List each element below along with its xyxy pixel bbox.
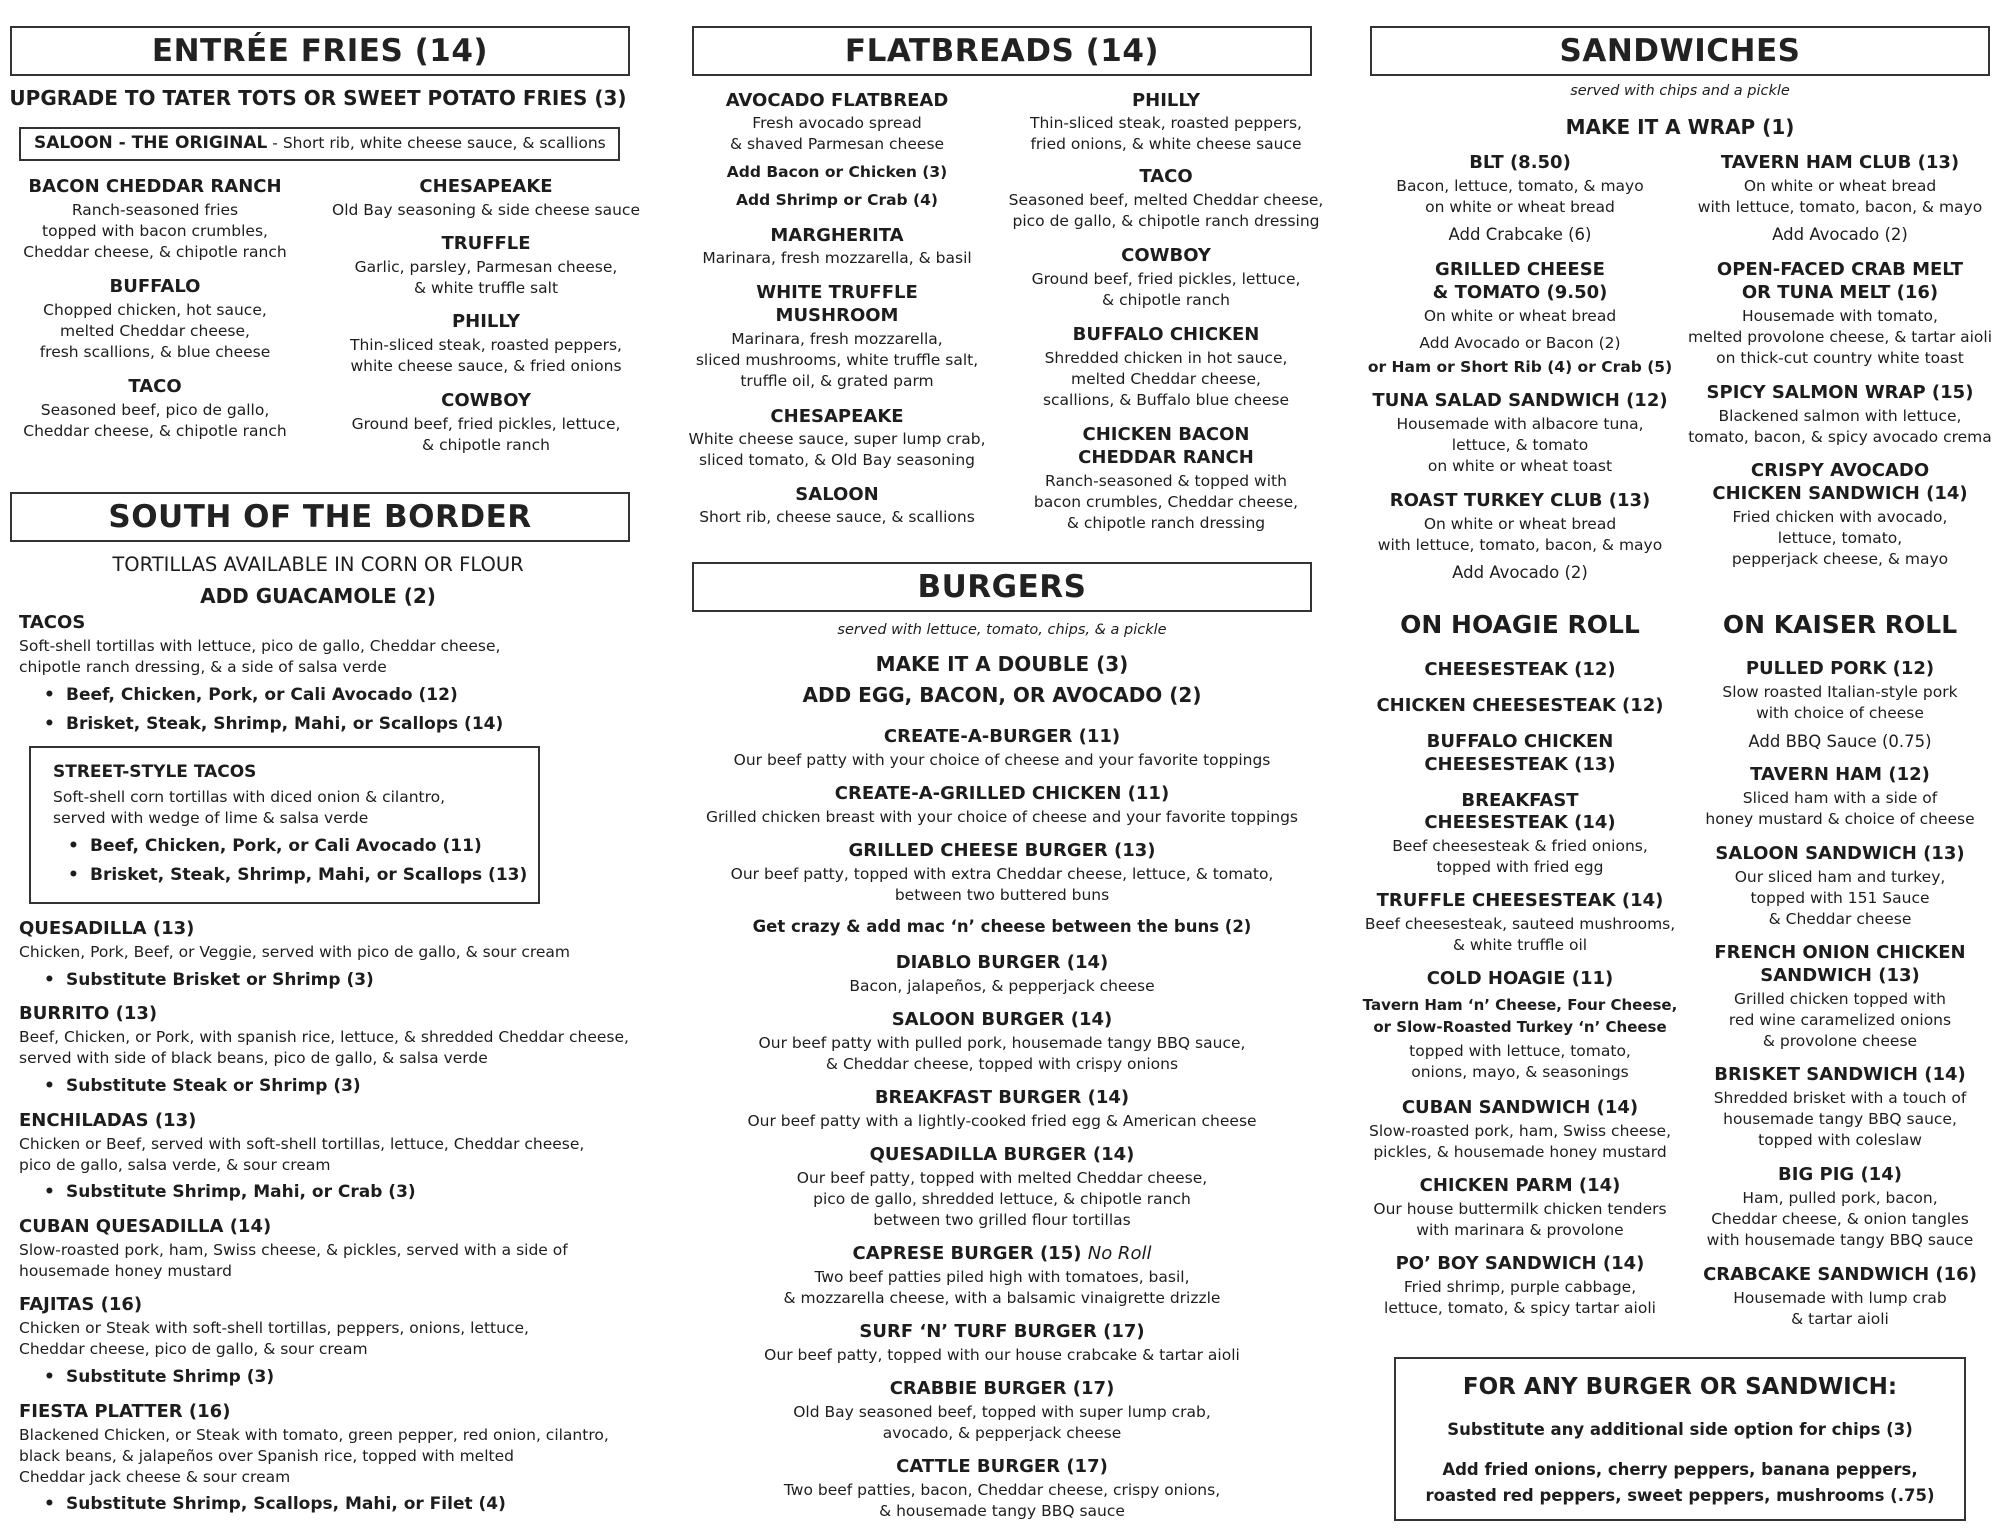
flatbread-desc: Marinara, fresh mozzarella, & basil [702, 249, 972, 267]
flatbread-desc: Marinara, fresh mozzarella, sliced mushrooms, white truffle salt, truffle oil, & grated parm [695, 330, 979, 390]
any-burger-sub: Substitute any additional side option for chips (3) [1447, 1420, 1913, 1439]
burger-name: DIABLO BURGER (14) [895, 952, 1109, 973]
south-item-name: FIESTA PLATTER (16) [19, 1401, 231, 1422]
sandwich-name: CRISPY AVOCADO [1750, 460, 1930, 481]
flatbread-name: CHICKEN BACON [1082, 424, 1250, 445]
flatbread-desc: Shredded chicken in hot sauce, melted Cheddar cheese, scallions, & Buffalo blue cheese [1042, 349, 1290, 409]
kaiser-name: PULLED PORK (12) [1745, 658, 1935, 679]
fries-item-desc: Seasoned beef, pico de gallo, Cheddar cheese, & chipotle ranch [23, 401, 287, 440]
south-item-option: • Substitute Shrimp, Mahi, or Crab (3) [66, 1182, 416, 1202]
kaiser-name: TAVERN HAM (12) [1750, 764, 1930, 785]
burgers-title: BURGERS [917, 569, 1087, 605]
sandwich-name: ROAST TURKEY CLUB (13) [1389, 490, 1651, 511]
south-item-desc: Chicken, Pork, Beef, or Veggie, served with pico de gallo, & sour cream [19, 943, 571, 961]
burger-desc: Old Bay seasoned beef, topped with super lump crab, avocado, & pepperjack cheese [793, 1403, 1211, 1442]
flatbread-desc: Fresh avocado spread & shaved Parmesan cheese [729, 114, 945, 153]
entree-fries-header [10, 26, 630, 76]
south-header [10, 492, 630, 542]
hoagie-desc: Fried shrimp, purple cabbage, lettuce, tomato, & spicy tartar aioli [1384, 1278, 1656, 1317]
fries-upgrade: UPGRADE TO TATER TOTS OR SWEET POTATO FRIES (3) [9, 86, 627, 110]
burger-name: CRABBIE BURGER (17) [889, 1378, 1115, 1399]
fries-item-desc: Garlic, parsley, Parmesan cheese, & white truffle salt [354, 258, 618, 297]
burgers-header [692, 562, 1312, 612]
flatbread-add: Add Bacon or Chicken (3) [726, 163, 948, 181]
burger-name: CREATE-A-GRILLED CHICKEN (11) [834, 783, 1170, 804]
burger-name: GRILLED CHEESE BURGER (13) [848, 840, 1156, 861]
saloon-original [34, 133, 606, 153]
hoagie-name: CHICKEN CHEESESTEAK (12) [1376, 695, 1664, 716]
hoagie-name: BREAKFAST [1461, 790, 1579, 811]
any-burger-add: Add fried onions, cherry peppers, banana peppers, roasted red peppers, sweet peppers, mushrooms (.75) [1425, 1460, 1935, 1505]
fries-item-name: TRUFFLE [441, 233, 531, 254]
sandwich-name: TAVERN HAM CLUB (13) [1720, 152, 1960, 173]
sandwich-name: OR TUNA MELT (16) [1741, 282, 1939, 303]
south-item-option: • Substitute Shrimp (3) [66, 1367, 274, 1387]
flatbread-desc: Seasoned beef, melted Cheddar cheese, pico de gallo, & chipotle ranch dressing [1008, 191, 1324, 230]
sandwich-add: Add Avocado (2) [1772, 225, 1908, 244]
saloon-original-name: SALOON - THE ORIGINAL [34, 133, 268, 153]
hoagie-name: TRUFFLE CHEESESTEAK (14) [1376, 890, 1664, 911]
south-item-option: • Substitute Steak or Shrimp (3) [66, 1076, 361, 1096]
flatbread-desc: Short rib, cheese sauce, & scallions [699, 508, 975, 526]
flatbread-name: AVOCADO FLATBREAD [725, 90, 949, 111]
hoagie-option: Tavern Ham ‘n’ Cheese, Four Cheese, [1362, 996, 1678, 1014]
hoagie-name: BUFFALO CHICKEN [1426, 731, 1614, 752]
fries-item-desc: Ground beef, fried pickles, lettuce, & chipotle ranch [351, 415, 621, 454]
flatbread-desc: Ranch-seasoned & topped with bacon crumbles, Cheddar cheese, & chipotle ranch dressing [1033, 472, 1299, 532]
flatbread-name: WHITE TRUFFLE [756, 282, 918, 303]
tacos-desc: Soft-shell tortillas with lettuce, pico de gallo, Cheddar cheese, chipotle ranch dressing, & a side of salsa verde [19, 637, 501, 676]
flatbread-name: CHESAPEAKE [770, 406, 904, 427]
kaiser-name: BRISKET SANDWICH (14) [1714, 1064, 1966, 1085]
burger-name: BREAKFAST BURGER (14) [874, 1087, 1130, 1108]
burger-name: SURF ‘N’ TURF BURGER (17) [859, 1321, 1145, 1342]
sandwich-name: GRILLED CHEESE [1435, 259, 1605, 280]
fries-item-name: BACON CHEDDAR RANCH [28, 176, 282, 197]
flatbread-name: CHEDDAR RANCH [1078, 447, 1254, 468]
kaiser-name: BIG PIG (14) [1778, 1164, 1902, 1185]
sandwich-add: Add Avocado or Bacon (2) [1419, 334, 1621, 352]
south-item-name: CUBAN QUESADILLA (14) [19, 1216, 272, 1237]
south-item-desc: Slow-roasted pork, ham, Swiss cheese, & pickles, served with a side of housemade honey mustard [19, 1241, 568, 1280]
kaiser-desc: Our sliced ham and turkey, topped with 151 Sauce & Cheddar cheese [1734, 868, 1946, 928]
sandwiches-title: SANDWICHES [1559, 33, 1801, 69]
kaiser-desc: Shredded brisket with a touch of housemade tangy BBQ sauce, topped with coleslaw [1713, 1089, 1967, 1149]
burger-mac-note: Get crazy & add mac ‘n’ cheese between the buns (2) [752, 917, 1252, 936]
fries-item-desc: Thin-sliced steak, roasted peppers, white cheese sauce, & fried onions [350, 336, 622, 375]
kaiser-desc: Slow roasted Italian-style pork with choice of cheese [1722, 683, 1958, 722]
fries-item-desc: Ranch-seasoned fries topped with bacon crumbles, Cheddar cheese, & chipotle ranch [23, 201, 287, 261]
flatbreads-title: FLATBREADS (14) [844, 33, 1160, 69]
hoagie-name: CHEESESTEAK (14) [1424, 812, 1616, 833]
flatbread-name: TACO [1139, 166, 1193, 187]
burger-name: CATTLE BURGER (17) [896, 1456, 1108, 1477]
burger-desc: Our beef patty, topped with melted Cheddar cheese, pico de gallo, shredded lettuce, & chipotle ranch between two grilled flour tortillas [796, 1169, 1208, 1229]
kaiser-name: FRENCH ONION CHICKEN [1714, 942, 1966, 963]
sandwiches-header [1370, 26, 1990, 76]
fries-item-desc: Chopped chicken, hot sauce, melted Cheddar cheese, fresh scallions, & blue cheese [39, 301, 271, 361]
street-tacos-name: STREET-STYLE TACOS [53, 762, 257, 782]
fries-item-desc: Old Bay seasoning & side cheese sauce [331, 201, 641, 219]
burgers-double: MAKE IT A DOUBLE (3) [875, 652, 1129, 676]
hoagie-name: COLD HOAGIE (11) [1426, 968, 1614, 989]
flatbread-name: BUFFALO CHICKEN [1072, 324, 1260, 345]
burger-desc: Two beef patties piled high with tomatoes, basil, & mozzarella cheese, with a balsamic vinaigrette drizzle [783, 1268, 1221, 1307]
street-tacos-desc: Soft-shell corn tortillas with diced onion & cilantro, served with wedge of lime & salsa verde [53, 788, 446, 827]
south-item-desc: Blackened Chicken, or Steak with tomato, green pepper, red onion, cilantro, black beans, & jalapeños over Spanish rice, topped with melted Cheddar jack cheese & sour cream [19, 1426, 609, 1486]
sandwich-name: SPICY SALMON WRAP (15) [1706, 382, 1974, 403]
sandwich-desc: Housemade with albacore tuna, lettuce, & tomato on white or wheat toast [1396, 415, 1644, 475]
sandwich-name: OPEN-FACED CRAB MELT [1716, 259, 1964, 280]
street-tacos-option: • Beef, Chicken, Pork, or Cali Avocado (11) [90, 836, 482, 856]
burgers-add: ADD EGG, BACON, OR AVOCADO (2) [802, 683, 1202, 707]
burger-desc: Two beef patties, bacon, Cheddar cheese, crispy onions, & housemade tangy BBQ sauce [783, 1481, 1221, 1520]
flatbread-name: COWBOY [1121, 245, 1211, 266]
hoagie-option: or Slow-Roasted Turkey ‘n’ Cheese [1373, 1018, 1667, 1036]
burgers-served: served with lettuce, tomato, chips, & a pickle [837, 622, 1167, 638]
south-item-desc: Beef, Chicken, or Pork, with spanish rice, lettuce, & shredded Cheddar cheese, served with side of black beans, pico de gallo, & salsa verde [19, 1028, 629, 1067]
burger-desc: Our beef patty, topped with extra Cheddar cheese, lettuce, & tomato, between two buttered buns [730, 865, 1274, 904]
sandwich-add: Add Avocado (2) [1452, 563, 1588, 582]
flatbread-desc: Ground beef, fried pickles, lettuce, & chipotle ranch [1031, 270, 1301, 309]
south-item-option: • Substitute Brisket or Shrimp (3) [66, 970, 374, 990]
south-title: SOUTH OF THE BORDER [108, 499, 532, 535]
saloon-original-desc: - Short rib, white cheese sauce, & scallions [267, 134, 606, 152]
hoagie-name: PO’ BOY SANDWICH (14) [1395, 1253, 1645, 1274]
flatbread-name: PHILLY [1131, 90, 1201, 111]
sandwiches-served: served with chips and a pickle [1570, 83, 1790, 99]
south-item-desc: Chicken or Steak with soft-shell tortillas, peppers, onions, lettuce, Cheddar cheese, pico de gallo, & sour cream [19, 1319, 529, 1358]
fries-item-name: CHESAPEAKE [419, 176, 553, 197]
south-item-option: • Substitute Shrimp, Scallops, Mahi, or Filet (4) [66, 1494, 506, 1514]
burger-name-caprese: CAPRESE BURGER (15) No Roll [852, 1243, 1152, 1264]
tacos-option: • Brisket, Steak, Shrimp, Mahi, or Scallops (14) [66, 714, 503, 734]
burger-desc: Grilled chicken breast with your choice of cheese and your favorite toppings [706, 808, 1298, 826]
sandwich-add: Add Crabcake (6) [1448, 225, 1592, 244]
tortillas-note: TORTILLAS AVAILABLE IN CORN OR FLOUR [112, 553, 524, 576]
sandwich-desc: On white or wheat bread with lettuce, tomato, bacon, & mayo [1697, 177, 1983, 216]
flatbread-add: Add Shrimp or Crab (4) [736, 191, 938, 209]
street-tacos-option: • Brisket, Steak, Shrimp, Mahi, or Scallops (13) [90, 865, 527, 885]
south-item-name: FAJITAS (16) [19, 1294, 143, 1315]
kaiser-name: SALOON SANDWICH (13) [1715, 843, 1965, 864]
kaiser-name: SANDWICH (13) [1760, 965, 1920, 986]
kaiser-title: ON KAISER ROLL [1722, 610, 1958, 639]
fries-item-name: TACO [128, 376, 182, 397]
kaiser-desc: Housemade with lump crab & tartar aioli [1733, 1289, 1947, 1328]
flatbreads-header [692, 26, 1312, 76]
sandwich-name: BLT (8.50) [1469, 152, 1571, 173]
south-item-name: QUESADILLA (13) [19, 918, 195, 939]
hoagie-name: CHEESESTEAK (12) [1424, 659, 1616, 680]
hoagie-name: CHICKEN PARM (14) [1419, 1175, 1621, 1196]
hoagie-desc: Slow-roasted pork, ham, Swiss cheese, pickles, & housemade honey mustard [1368, 1122, 1672, 1161]
hoagie-desc: Beef cheesesteak, sauteed mushrooms, & white truffle oil [1364, 915, 1676, 954]
sandwich-desc: Housemade with tomato, melted provolone cheese, & tartar aioli on thick-cut country white toast [1687, 307, 1993, 367]
no-roll-note: No Roll [1087, 1243, 1152, 1264]
entree-fries-title: ENTRÉE FRIES (14) [151, 33, 489, 69]
sandwich-desc: Bacon, lettuce, tomato, & mayo on white or wheat bread [1396, 177, 1644, 216]
flatbread-name: MUSHROOM [775, 305, 899, 326]
burger-name: SALOON BURGER (14) [891, 1009, 1113, 1030]
any-burger-title: FOR ANY BURGER OR SANDWICH: [1462, 1374, 1898, 1400]
sandwich-name: & TOMATO (9.50) [1432, 282, 1608, 303]
sandwich-add: or Ham or Short Rib (4) or Crab (5) [1367, 358, 1673, 376]
sandwich-name: CHICKEN SANDWICH (14) [1712, 483, 1968, 504]
fries-item-name: PHILLY [451, 311, 521, 332]
sandwich-desc: Blackened salmon with lettuce, tomato, bacon, & spicy avocado crema [1688, 407, 1992, 446]
hoagie-title: ON HOAGIE ROLL [1400, 610, 1640, 639]
flatbread-desc: Thin-sliced steak, roasted peppers, fried onions, & white cheese sauce [1030, 114, 1302, 153]
flatbread-name: SALOON [795, 484, 879, 505]
kaiser-desc: Sliced ham with a side of honey mustard & choice of cheese [1705, 789, 1975, 828]
tacos-name: TACOS [19, 612, 86, 633]
sandwiches-wrap: MAKE IT A WRAP (1) [1565, 115, 1795, 139]
kaiser-name: CRABCAKE SANDWICH (16) [1703, 1264, 1977, 1285]
fries-item-name: BUFFALO [109, 276, 201, 297]
burger-desc: Our beef patty with your choice of cheese and your favorite toppings [733, 751, 1271, 769]
hoagie-desc: Beef cheesesteak & fried onions, topped with fried egg [1392, 837, 1648, 876]
burger-name: CREATE-A-BURGER (11) [883, 726, 1121, 747]
guac-note: ADD GUACAMOLE (2) [200, 584, 436, 608]
sandwich-name: TUNA SALAD SANDWICH (12) [1372, 390, 1668, 411]
kaiser-desc: Grilled chicken topped with red wine caramelized onions & provolone cheese [1728, 990, 1952, 1050]
south-item-name: ENCHILADAS (13) [19, 1110, 197, 1131]
hoagie-name: CUBAN SANDWICH (14) [1401, 1097, 1639, 1118]
fries-item-name: COWBOY [441, 390, 531, 411]
kaiser-desc: Ham, pulled pork, bacon, Cheddar cheese, & onion tangles with housemade tangy BBQ sauce [1706, 1189, 1974, 1249]
burger-name: QUESADILLA BURGER (14) [869, 1144, 1135, 1165]
burger-desc: Bacon, jalapeños, & pepperjack cheese [849, 977, 1155, 995]
sandwich-desc: On white or wheat bread with lettuce, tomato, bacon, & mayo [1377, 515, 1663, 554]
south-item-name: BURRITO (13) [19, 1003, 158, 1024]
burger-desc: Our beef patty with a lightly-cooked fried egg & American cheese [747, 1112, 1257, 1130]
burger-desc: Our beef patty, topped with our house crabcake & tartar aioli [764, 1346, 1240, 1364]
sandwich-desc: Fried chicken with avocado, lettuce, tomato, pepperjack cheese, & mayo [1731, 508, 1949, 568]
hoagie-name: CHEESESTEAK (13) [1424, 754, 1616, 775]
sandwich-desc: On white or wheat bread [1423, 307, 1617, 325]
flatbread-name: MARGHERITA [770, 225, 904, 246]
hoagie-desc: topped with lettuce, tomato, onions, mayo, & seasonings [1409, 1042, 1631, 1081]
south-item-desc: Chicken or Beef, served with soft-shell tortillas, lettuce, Cheddar cheese, pico de gallo, salsa verde, & sour cream [19, 1135, 585, 1174]
burger-desc: Our beef patty with pulled pork, housemade tangy BBQ sauce, & Cheddar cheese, topped with crispy onions [758, 1034, 1246, 1073]
tacos-option: • Beef, Chicken, Pork, or Cali Avocado (12) [66, 685, 458, 705]
kaiser-add: Add BBQ Sauce (0.75) [1748, 732, 1932, 751]
hoagie-desc: Our house buttermilk chicken tenders with marinara & provolone [1373, 1200, 1667, 1239]
flatbread-desc: White cheese sauce, super lump crab, sliced tomato, & Old Bay seasoning [688, 430, 986, 469]
